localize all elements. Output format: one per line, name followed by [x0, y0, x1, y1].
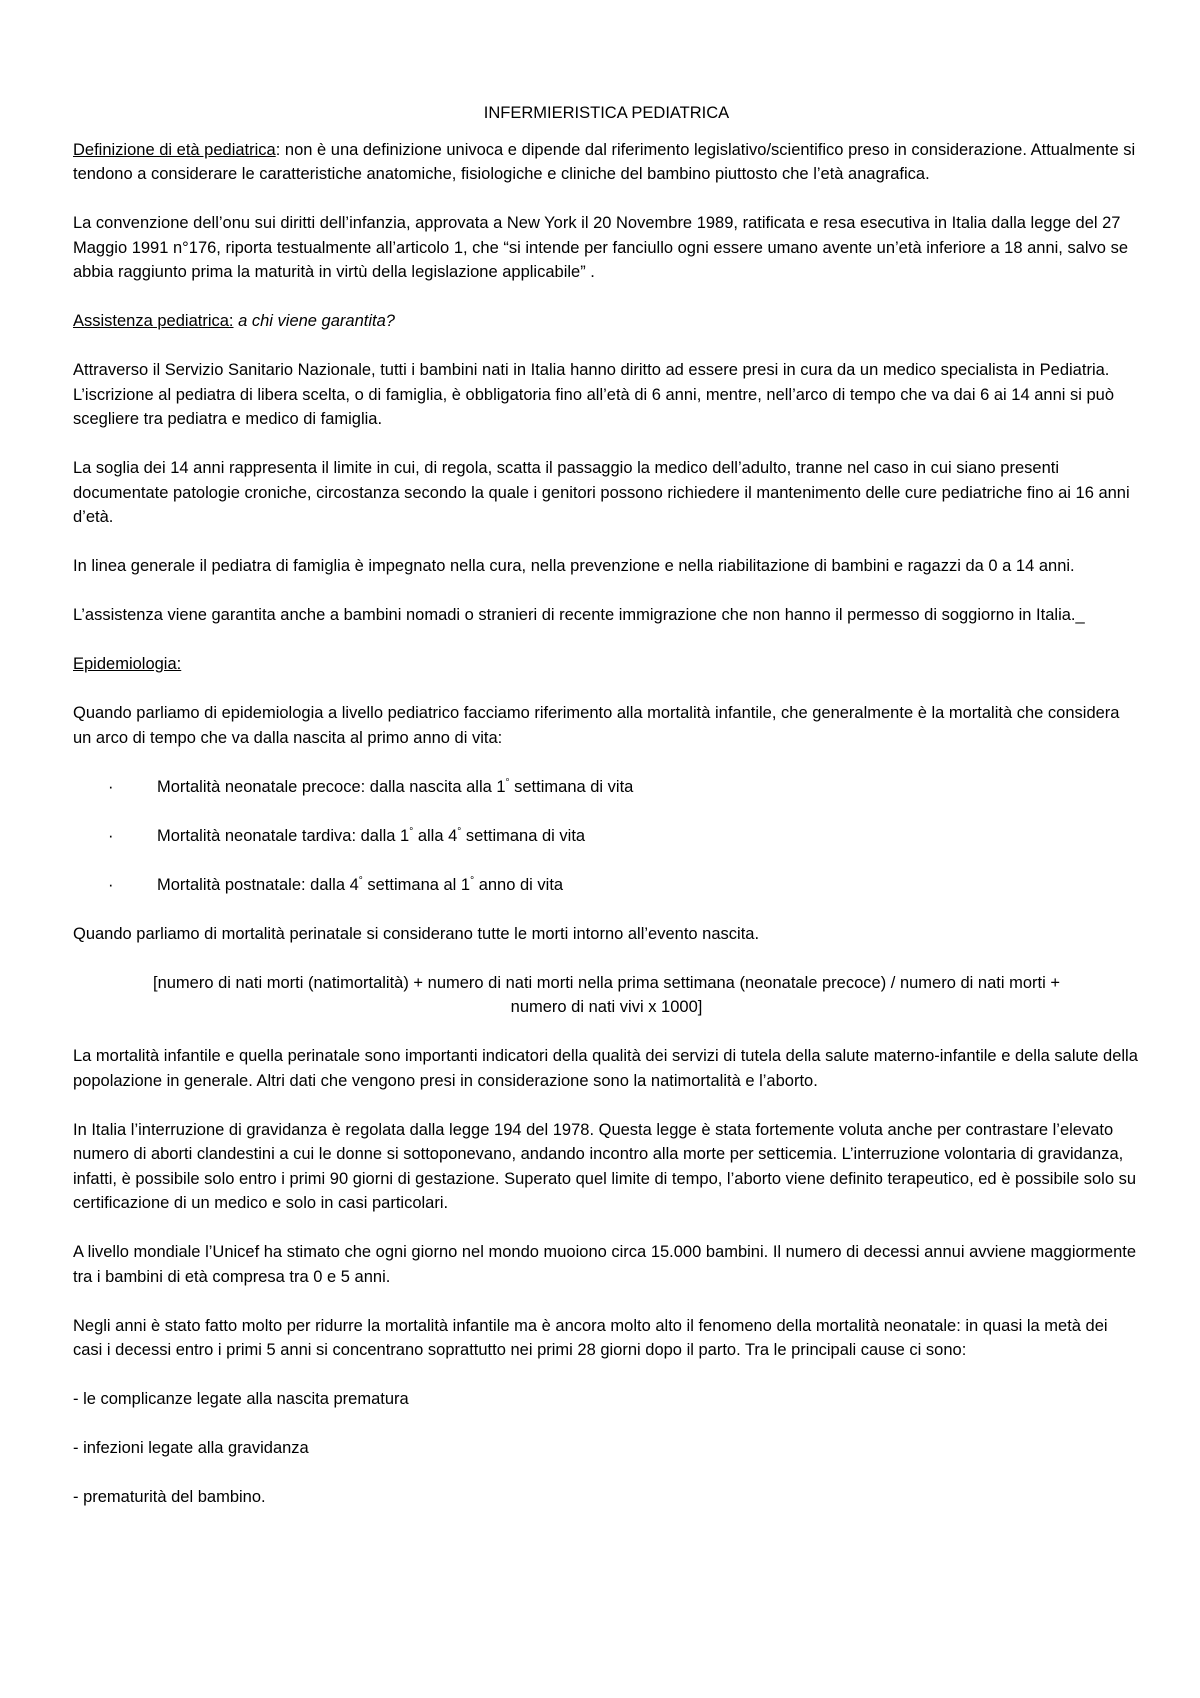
perinatal-formula [73, 971, 1140, 1020]
convention-paragraph: La convenzione dell’onu sui diritti dell’infanzia, approvata a New York il 20 Novembre 1989, ratificata e resa esecutiva in Italia dalla legge del 27 Maggio 1991 n°176, riporta testualmente all’articolo 1, che “si intende per fanciullo ogni essere umano avente un’età inferiore a 18 anni, salvo se abbia raggiunto prima la maturità in virtù della legislazione applicabile” . [73, 214, 1128, 281]
bullet-icon: · [108, 826, 114, 845]
paragraph-ssn: Attraverso il Servizio Sanitario Nazionale, tutti i bambini nati in Italia hanno diritto ad essere presi in cura da un medico specialista in Pediatria. L’iscrizione al pediatra di libera scelta, o di famiglia, è obbligatoria fino all’età di 6 anni, mentre, nell’arco di tempo che va dai 6 ai 14 anni si può scegliere tra pediatra e medico di famiglia. [73, 361, 1115, 428]
cause-item: - prematurità del bambino. [73, 1488, 266, 1506]
paragraph-nomadi: L’assistenza viene garantita anche a bambini nomadi o stranieri di recente immigrazione che non hanno il permesso di soggiorno in Italia._ [73, 606, 1085, 624]
formula-line-2: numero di nati vivi x 1000] [510, 998, 703, 1016]
paragraph-neonatale: Negli anni è stato fatto molto per ridurre la mortalità infantile ma è ancora molto alto il fenomeno della mortalità neonatale: in quasi la metà dei casi i decessi entro i primi 5 anni si concentrano soprattutto nei primi 28 giorni dopo il parto. Tra le principali cause ci sono: [73, 1316, 1108, 1359]
paragraph-legge-194: In Italia l’interruzione di gravidanza è regolata dalla legge 194 del 1978. Questa legge è stata fortemente voluta anche per contrastare l’elevato numero di aborti clandestini a cui le donne si sottoponevano, andando incontro alla morte per setticemia. L’interruzione volontaria di gravidanza, infatti, è possibile solo entro i primi 90 giorni di gestazione. Superato quel limite di tempo, l’aborto viene definito terapeutico, ed è possibile solo su certificazione di un medico e solo in casi particolari. [73, 1120, 1137, 1212]
list-item: · Mortalità neonatale tardiva: dalla 1° alla 4° settimana di vita [73, 824, 1140, 849]
assistenza-heading [73, 309, 1140, 334]
epidemiologia-heading [73, 652, 1140, 677]
perinatal-paragraph: Quando parliamo di mortalità perinatale si considerano tutte le morti intorno all’evento nascita. [73, 924, 760, 943]
cause-item: - le complicanze legate alla nascita prematura [73, 1390, 409, 1408]
mortality-list [73, 775, 1140, 898]
paragraph-unicef: A livello mondiale l’Unicef ha stimato che ogni giorno nel mondo muoiono circa 15.000 bambini. Il numero di decessi annui avviene maggiormente tra i bambini di età compresa tra 0 e 5 anni. [73, 1243, 1137, 1286]
cause-item: - infezioni legate alla gravidanza [73, 1439, 309, 1457]
paragraph-soglia: La soglia dei 14 anni rappresenta il limite in cui, di regola, scatta il passaggio la medico dell’adulto, tranne nel caso in cui siano presenti documentate patologie croniche, circostanza secondo la quale i genitori possono richiedere il mantenimento delle cure pediatriche fino ai 16 anni d’età. [73, 459, 1130, 526]
assistenza-question: a chi viene garantita? [238, 312, 395, 330]
list-item: · Mortalità neonatale precoce: dalla nascita alla 1° settimana di vita [73, 775, 1140, 800]
bullet-icon: · [108, 875, 114, 894]
list-item: · Mortalità postnatale: dalla 4° settimana al 1° anno di vita [73, 873, 1140, 898]
paragraph-linea-generale: In linea generale il pediatra di famiglia è impegnato nella cura, nella prevenzione e nella riabilitazione di bambini e ragazzi da 0 a 14 anni. [73, 557, 1075, 575]
assistenza-label: Assistenza pediatrica: [73, 312, 234, 330]
epidemiologia-intro: Quando parliamo di epidemiologia a livello pediatrico facciamo riferimento alla mortalità infantile, che generalmente è la mortalità che considera un arco di tempo che va dalla nascita al primo anno di vita: [73, 704, 1120, 747]
bullet-icon: · [108, 777, 114, 796]
formula-line-1: [numero di nati morti (natimortalità) + numero di nati morti nella prima settimana (neonatale precoce) / numero di nati morti + [153, 973, 1060, 992]
definition-text: : non è una definizione univoca e dipende dal riferimento legislativo/scientifico preso in considerazione. Attualmente si tendono a considerare le caratteristiche anatomiche, fisiologiche e cliniche del bambino piuttosto che l’età anagrafica. [73, 140, 1136, 183]
document-title: INFERMIERISTICA PEDIATRICA [483, 104, 730, 122]
epidemiologia-label: Epidemiologia: [73, 655, 182, 673]
definition-label: Definizione di età pediatrica [73, 140, 276, 159]
paragraph-indicatori: La mortalità infantile e quella perinatale sono importanti indicatori della qualità dei servizi di tutela della salute materno-infantile e della salute della popolazione in generale. Altri dati che vengono presi in considerazione sono la natimortalità e l’aborto. [73, 1047, 1138, 1090]
definition-paragraph [73, 138, 1140, 187]
